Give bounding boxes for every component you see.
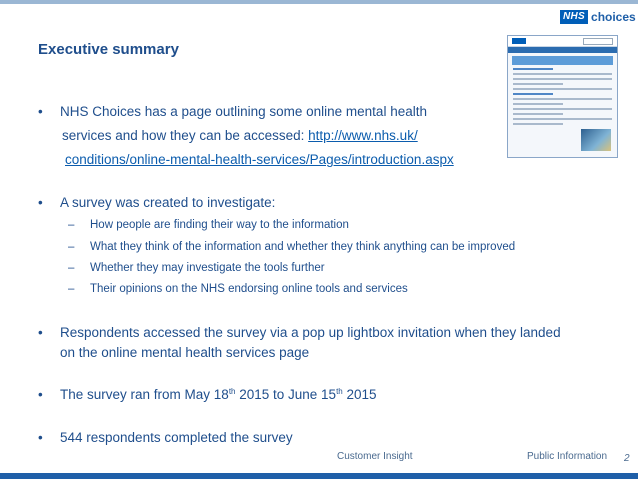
sub-bullet-dash: –	[68, 262, 75, 274]
bullet-dot: •	[38, 104, 43, 119]
sub-bullet: Their opinions on the NHS endorsing online tools and services	[90, 283, 408, 295]
footer-left: Customer Insight	[337, 451, 413, 462]
top-rule	[0, 0, 638, 4]
sub-bullet: What they think of the information and whether they think anything can be improved	[90, 241, 516, 253]
bullet5-text: 544 respondents completed the survey	[60, 430, 293, 445]
bullet1-line3	[40, 152, 454, 167]
bullet1-line2-text: services and how they can be accessed:	[62, 128, 309, 143]
bullet3-line1: Respondents accessed the survey via a pop up lightbox invitation when they landed	[60, 325, 561, 340]
sub-bullet-dash: –	[68, 241, 75, 253]
nhs-url-link[interactable]: http://www.nhs.uk/	[308, 128, 418, 143]
page-number: 2	[624, 453, 630, 464]
bullet-dot: •	[38, 325, 43, 340]
footer-right: Public Information	[527, 451, 608, 462]
webpage-screenshot-thumbnail	[507, 35, 618, 158]
nhs-logo-mark: NHS	[560, 10, 588, 24]
bullet-dot: •	[38, 387, 43, 402]
bottom-rule	[0, 473, 638, 479]
slide-title: Executive summary	[38, 41, 179, 58]
bullet3-line2: on the online mental health services page	[60, 345, 310, 360]
bullet1-line2	[62, 128, 418, 143]
sub-bullet: How people are finding their way to the information	[90, 219, 349, 231]
nhs-choices-logo	[560, 10, 636, 24]
nhs-url-link-continued[interactable]: conditions/online-mental-health-services/Pages/introduction.aspx	[65, 152, 454, 167]
choices-logo-text: choices	[591, 10, 636, 24]
sub-bullet: Whether they may investigate the tools further	[90, 262, 325, 274]
bullet1-line1: NHS Choices has a page outlining some online mental health	[60, 104, 427, 119]
bullet-dot: •	[38, 430, 43, 445]
sub-bullet-dash: –	[68, 283, 75, 295]
bullet2-text: A survey was created to investigate:	[60, 195, 276, 210]
sub-bullet-dash: –	[68, 219, 75, 231]
bullet4-text: The survey ran from May 18th 2015 to June 15th 2015	[60, 387, 377, 402]
bullet-dot: •	[38, 195, 43, 210]
